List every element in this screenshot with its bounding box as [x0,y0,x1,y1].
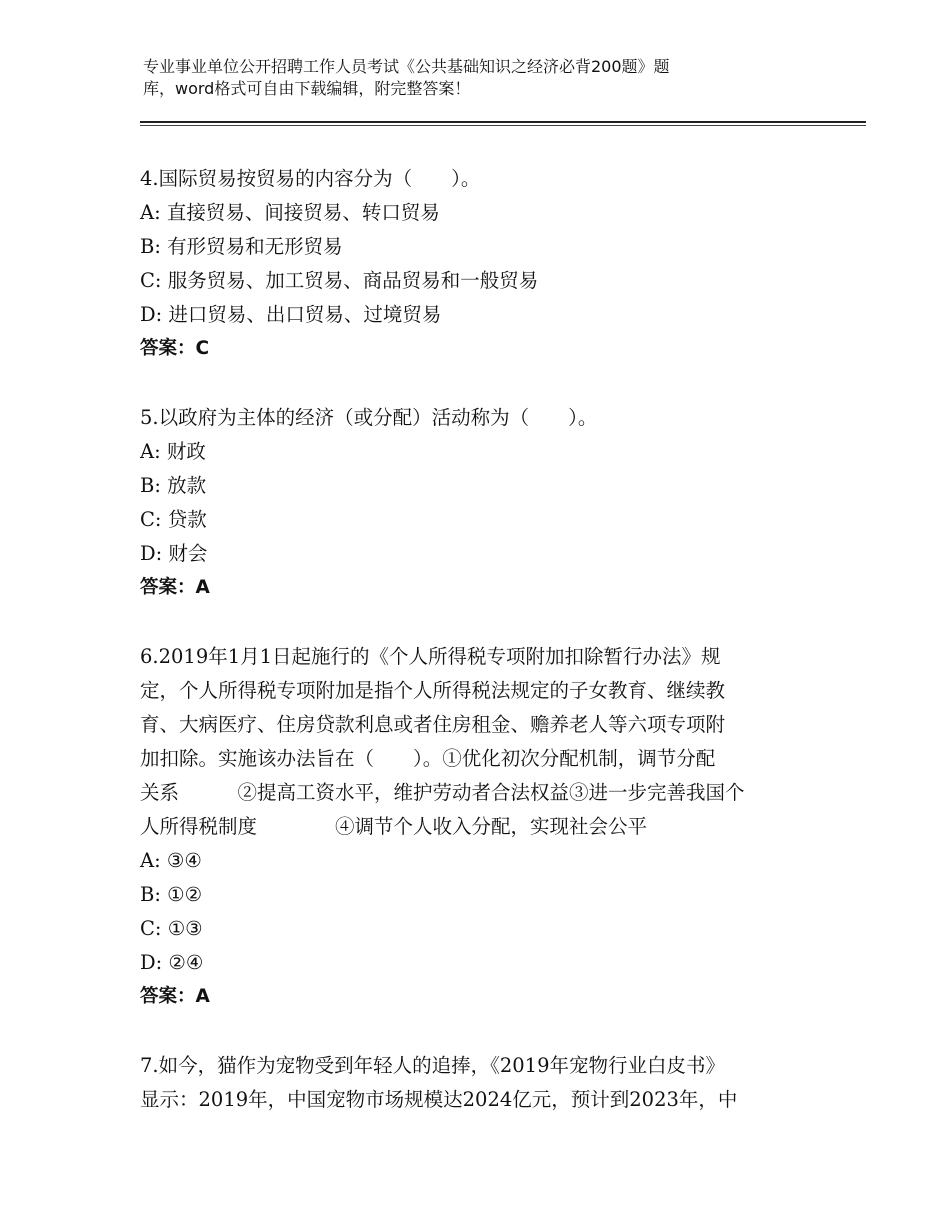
question-stem-line: 显示：2019年，中国宠物市场规模达2024亿元，预计到2023年，中 [140,1088,738,1111]
question-stem-line: 人所得税制度 ④调节个人收入分配，实现社会公平 [140,815,648,838]
header-divider-thick [140,121,866,123]
option-a: A: 财政 [140,440,206,463]
question-stem-line: 定，个人所得税专项附加是指个人所得税法规定的子女教育、继续教 [140,679,726,702]
header-divider-thin [140,125,866,126]
option-b: B: 放款 [140,474,207,497]
question-7 [140,1049,820,1117]
question-6 [140,640,820,1014]
header-line-1: 专业事业单位公开招聘工作人员考试《公共基础知识之经济必背200题》题 [143,57,670,76]
document-header [143,56,783,100]
header-line-2: 库，word格式可自由下载编辑，附完整答案！ [143,79,471,98]
answer-label: 答案：A [140,577,210,598]
question-5 [140,401,820,605]
answer-label: 答案：A [140,986,210,1007]
question-stem-line: 7.如今，猫作为宠物受到年轻人的追捧，《2019年宠物行业白皮书》 [140,1054,725,1077]
option-b: B: 有形贸易和无形贸易 [140,235,343,258]
question-stem-line: 关系 ②提高工资水平，维护劳动者合法权益③进一步完善我国个 [140,781,745,804]
question-stem-line: 育、大病医疗、住房贷款利息或者住房租金、赡养老人等六项专项附 [140,713,726,736]
question-4 [140,162,820,366]
answer-label: 答案：C [140,338,210,359]
option-d: D: 进口贸易、出口贸易、过境贸易 [140,303,442,326]
question-list [140,162,820,1117]
option-a: A: ③④ [140,849,202,872]
option-a: A: 直接贸易、间接贸易、转口贸易 [140,201,440,224]
option-d: D: ②④ [140,951,204,974]
question-stem: 5.以政府为主体的经济（或分配）活动称为（ ）。 [140,406,598,429]
option-c: C: 贷款 [140,508,207,531]
option-d: D: 财会 [140,542,208,565]
question-stem-line: 加扣除。实施该办法旨在（ ）。①优化初次分配机制，调节分配 [140,747,716,770]
question-stem-line: 6.2019年1月1日起施行的《个人所得税专项附加扣除暂行办法》规 [140,645,721,668]
option-c: C: ①③ [140,917,203,940]
option-c: C: 服务贸易、加工贸易、商品贸易和一般贸易 [140,269,539,292]
option-b: B: ①② [140,883,203,906]
question-stem: 4.国际贸易按贸易的内容分为（ ）。 [140,167,481,190]
